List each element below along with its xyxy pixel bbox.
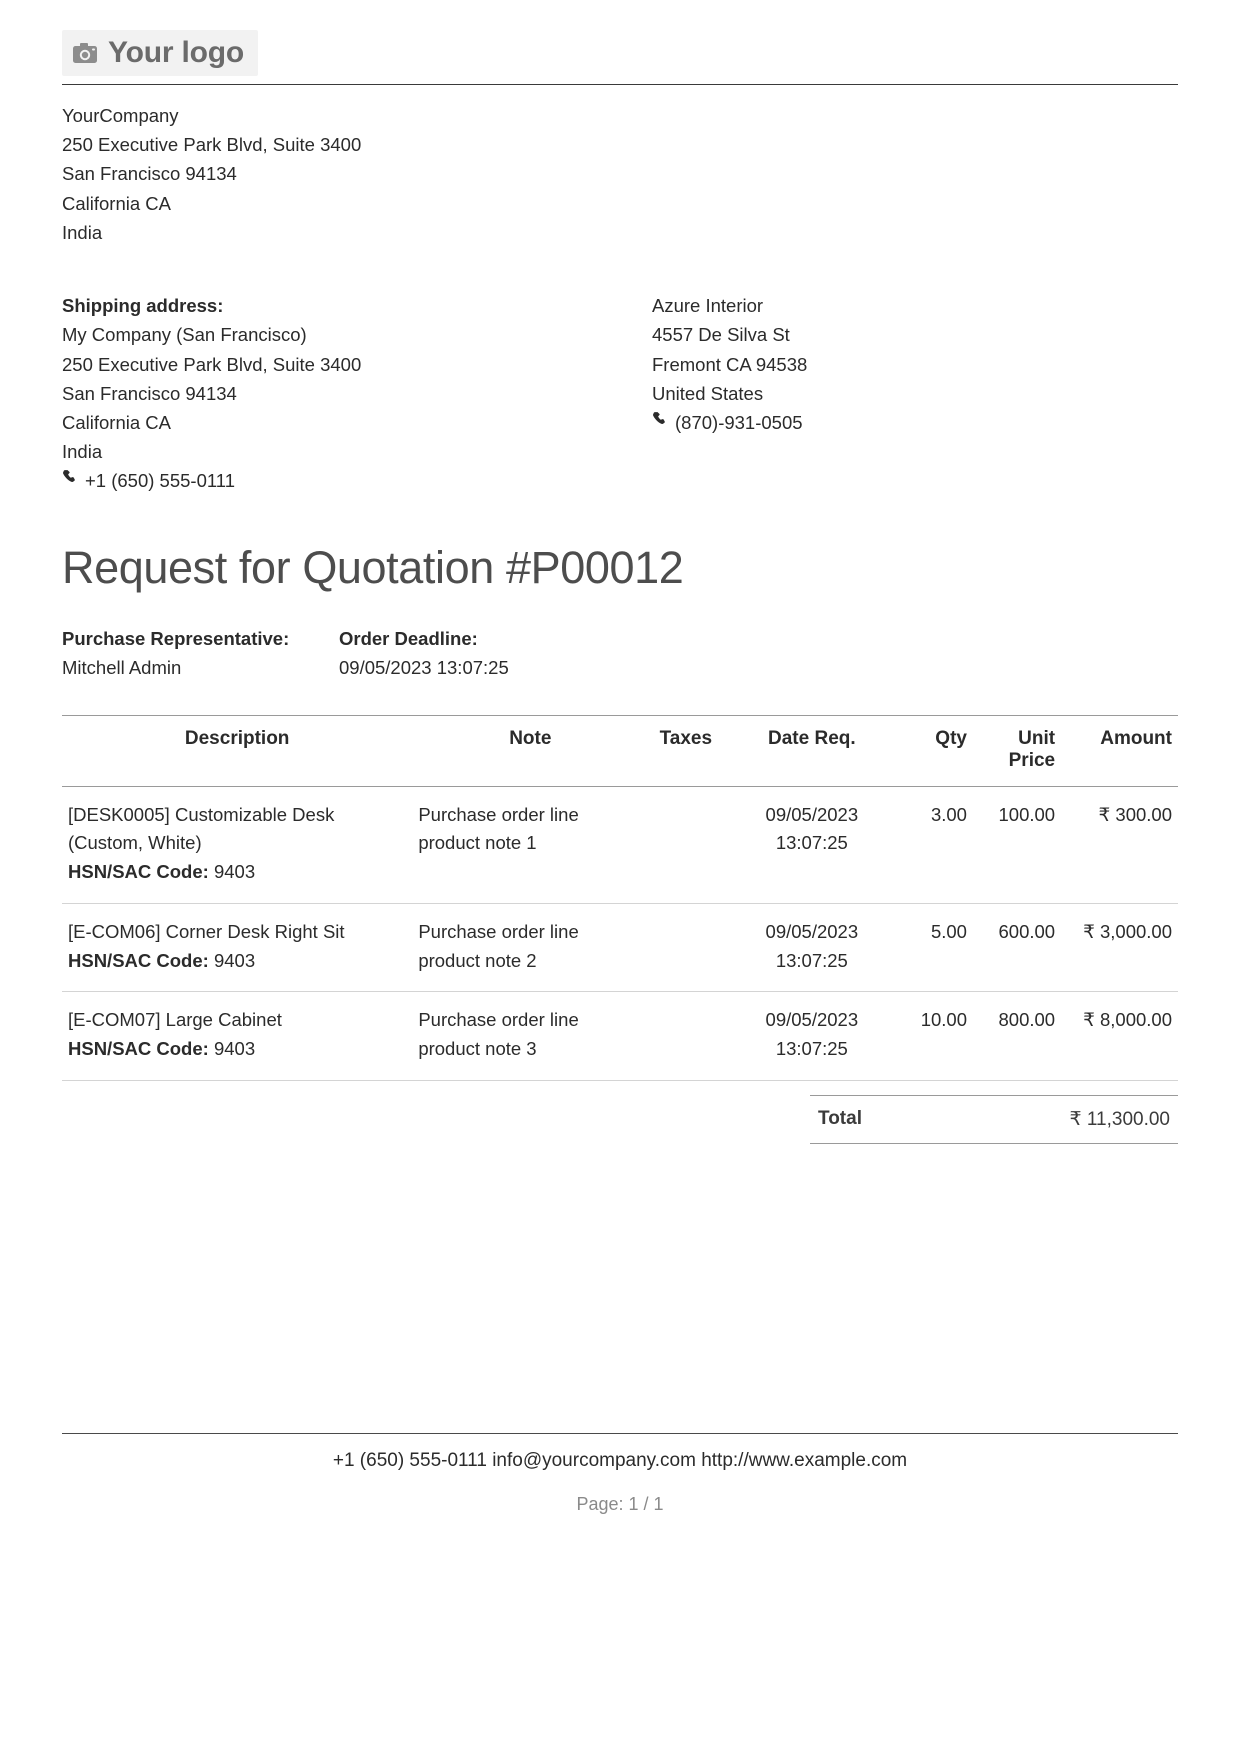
cell-amount: ₹ 8,000.00 xyxy=(1061,992,1178,1080)
cell-date-req: 09/05/2023 13:07:25 xyxy=(723,992,900,1080)
column-header-amount: Amount xyxy=(1061,715,1178,786)
cell-description xyxy=(62,992,412,1080)
logo-text: Your logo xyxy=(108,36,244,69)
shipping-address-block xyxy=(62,291,652,496)
shipping-address-title: Shipping address: xyxy=(62,295,224,317)
column-header-qty: Qty xyxy=(900,715,973,786)
page-title: Request for Quotation #P00012 xyxy=(62,541,684,593)
company-street: 250 Executive Park Blvd, Suite 3400 xyxy=(62,134,362,156)
purchase-representative-block xyxy=(62,624,339,683)
vendor-line-2: Fremont CA 94538 xyxy=(652,353,808,375)
logo-header xyxy=(62,0,1178,84)
cell-qty: 5.00 xyxy=(900,903,973,991)
hsn-value: 9403 xyxy=(213,1037,256,1059)
hsn-value: 9403 xyxy=(213,949,256,971)
camera-icon xyxy=(72,42,98,64)
vendor-phone: (870)-931-0505 xyxy=(675,411,803,433)
product-description: [E-COM06] Corner Desk Right Sit xyxy=(68,920,345,942)
table-body xyxy=(62,786,1178,1080)
company-name: YourCompany xyxy=(62,105,179,126)
purchase-representative-label: Purchase Representative: xyxy=(62,627,290,649)
column-header-description: Description xyxy=(62,715,412,786)
total-label: Total xyxy=(810,1095,956,1143)
cell-date-req: 09/05/2023 13:07:25 xyxy=(723,903,900,991)
footer-contact: +1 (650) 555-0111 info@yourcompany.com http://www.example.com xyxy=(332,1450,908,1471)
cell-qty: 3.00 xyxy=(900,786,973,903)
hsn-label: HSN/SAC Code: xyxy=(68,1037,209,1059)
cell-taxes xyxy=(648,786,723,903)
cell-qty: 10.00 xyxy=(900,992,973,1080)
cell-date-req: 09/05/2023 13:07:25 xyxy=(723,786,900,903)
product-description: [E-COM07] Large Cabinet xyxy=(68,1009,282,1031)
hsn-label: HSN/SAC Code: xyxy=(68,949,209,971)
shipping-line-3: San Francisco 94134 xyxy=(62,382,237,404)
cell-note: Purchase order line product note 2 xyxy=(412,903,648,991)
phone-icon xyxy=(62,468,77,492)
company-city: San Francisco 94134 xyxy=(62,163,237,185)
column-header-unit-price: Unit Price xyxy=(973,715,1061,786)
table-row xyxy=(62,992,1178,1080)
totals-table xyxy=(810,1095,1178,1144)
table-header xyxy=(62,715,1178,786)
cell-amount: ₹ 300.00 xyxy=(1061,786,1178,903)
shipping-line-4: California CA xyxy=(62,411,171,433)
vendor-address-block xyxy=(652,291,1178,496)
hsn-value: 9403 xyxy=(213,861,256,883)
shipping-phone-row xyxy=(62,466,652,495)
header-divider xyxy=(62,84,1178,85)
cell-taxes xyxy=(648,903,723,991)
address-section xyxy=(62,291,1178,496)
product-description: [DESK0005] Customizable Desk (Custom, White) xyxy=(68,803,335,854)
cell-description xyxy=(62,786,412,903)
company-state: California CA xyxy=(62,192,171,214)
cell-unit-price: 800.00 xyxy=(973,992,1061,1080)
company-address xyxy=(62,101,1178,247)
table-row xyxy=(62,786,1178,903)
vendor-name: Azure Interior xyxy=(652,295,764,317)
order-deadline-block xyxy=(339,624,719,683)
order-deadline-value: 09/05/2023 13:07:25 xyxy=(339,657,509,679)
column-header-taxes: Taxes xyxy=(648,715,723,786)
cell-unit-price: 600.00 xyxy=(973,903,1061,991)
footer-page-number: Page: 1 / 1 xyxy=(576,1494,664,1514)
cell-unit-price: 100.00 xyxy=(973,786,1061,903)
phone-icon xyxy=(652,410,667,434)
totals-section xyxy=(62,1095,1178,1144)
totals-row xyxy=(810,1095,1178,1143)
vendor-line-1: 4557 De Silva St xyxy=(652,324,790,346)
column-header-date-req: Date Req. xyxy=(723,715,900,786)
order-lines-table xyxy=(62,715,1178,1081)
document-meta xyxy=(62,624,1178,683)
hsn-label: HSN/SAC Code: xyxy=(68,861,209,883)
vendor-line-3: United States xyxy=(652,382,764,404)
shipping-line-1: My Company (San Francisco) xyxy=(62,324,307,346)
cell-taxes xyxy=(648,992,723,1080)
logo-placeholder xyxy=(62,30,258,76)
cell-note: Purchase order line product note 1 xyxy=(412,786,648,903)
cell-amount: ₹ 3,000.00 xyxy=(1061,903,1178,991)
company-country: India xyxy=(62,221,103,243)
table-row xyxy=(62,903,1178,991)
cell-description xyxy=(62,903,412,991)
cell-note: Purchase order line product note 3 xyxy=(412,992,648,1080)
shipping-phone: +1 (650) 555-0111 xyxy=(85,470,235,492)
table-header-row xyxy=(62,715,1178,786)
order-deadline-label: Order Deadline: xyxy=(339,627,478,649)
document-body xyxy=(62,0,1178,1144)
shipping-line-2: 250 Executive Park Blvd, Suite 3400 xyxy=(62,353,362,375)
purchase-representative-value: Mitchell Admin xyxy=(62,657,182,679)
total-value: ₹ 11,300.00 xyxy=(956,1095,1178,1143)
document-footer xyxy=(62,1433,1178,1755)
vendor-phone-row xyxy=(652,408,1178,437)
column-header-note: Note xyxy=(412,715,648,786)
shipping-line-5: India xyxy=(62,441,103,463)
